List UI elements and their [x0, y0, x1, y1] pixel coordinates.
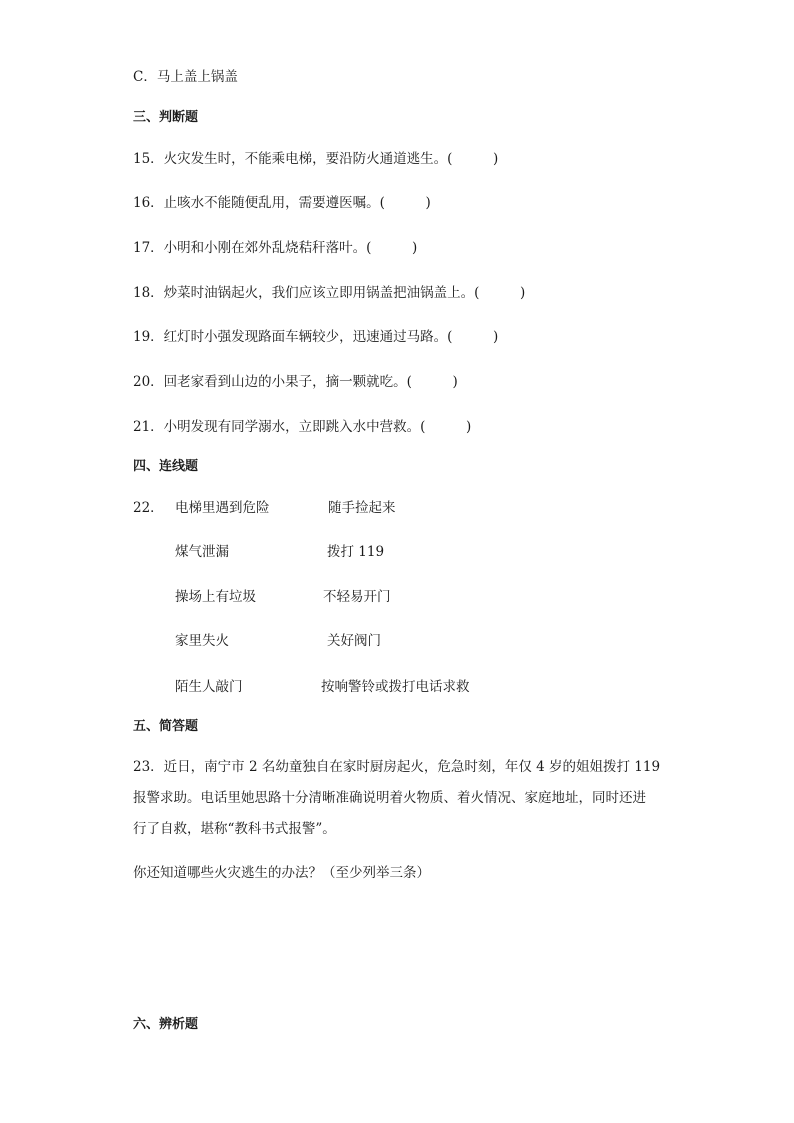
- question-15: 15．火灾发生时，不能乘电梯，要沿防火通道逃生。( ): [133, 151, 499, 167]
- question-18: 18．炒菜时油锅起火，我们应该立即用锅盖把油锅盖上。( ): [133, 285, 526, 301]
- match-right-4: 关好阀门: [327, 633, 381, 649]
- question-16: 16．止咳水不能随便乱用，需要遵医嘱。( ): [133, 195, 431, 211]
- question-23-line-3: 行了自救，堪称“教科书式报警”。: [133, 821, 336, 837]
- match-right-5: 按响警铃或拨打电话求救: [321, 679, 470, 695]
- section-heading-analysis: 六、辨析题: [133, 1017, 199, 1032]
- question-21: 21．小明发现有同学溺水，立即跳入水中营救。( ): [133, 419, 472, 435]
- match-left-3: 操场上有垃圾: [175, 589, 256, 605]
- match-right-2: 拨打 119: [327, 544, 385, 560]
- section-heading-matching: 四、连线题: [133, 459, 199, 474]
- question-17: 17．小明和小刚在郊外乱烧秸秆落叶。( ): [133, 240, 418, 256]
- question-19: 19．红灯时小强发现路面车辆较少，迅速通过马路。( ): [133, 329, 499, 345]
- section-heading-short-answer: 五、简答题: [133, 719, 199, 734]
- question-23-line-1: 23．近日，南宁市 2 名幼童独自在家时厨房起火，危急时刻，年仅 4 岁的姐姐拨打 119: [133, 759, 661, 775]
- question-23-line-2: 报警求助。电话里她思路十分清晰准确说明着火物质、着火情况、家庭地址，同时还进: [133, 790, 646, 806]
- question-22-number: 22．: [133, 500, 164, 516]
- match-left-1: 电梯里遇到危险: [175, 500, 270, 516]
- section-heading-judgment: 三、判断题: [133, 110, 199, 125]
- match-left-5: 陌生人敲门: [175, 679, 243, 695]
- question-23-prompt: 你还知道哪些火灾逃生的办法？（至少列举三条）: [133, 865, 430, 881]
- match-right-3: 不轻易开门: [323, 589, 391, 605]
- question-20: 20．回老家看到山边的小果子，摘一颗就吃。( ): [133, 374, 458, 390]
- option-c: C．马上盖上锅盖: [133, 69, 238, 85]
- match-right-1: 随手捡起来: [328, 500, 396, 516]
- match-left-4: 家里失火: [175, 633, 229, 649]
- match-left-2: 煤气泄漏: [175, 544, 229, 560]
